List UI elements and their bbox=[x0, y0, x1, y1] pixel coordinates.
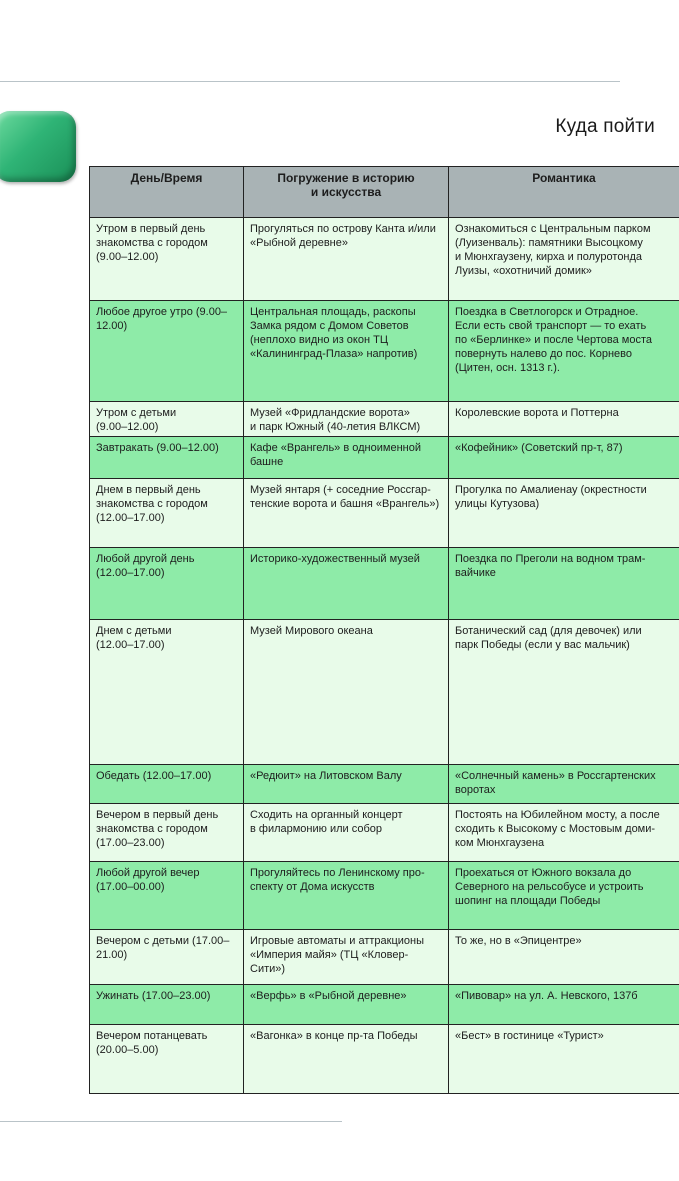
cell-day-time: Утром в первый день знакомства с городом (9.00–12.00) bbox=[90, 218, 244, 301]
cell-history: Историко-художественный музей bbox=[244, 548, 449, 620]
cell-history: Музей Мирового океана bbox=[244, 620, 449, 765]
cell-romance: «Кофейник» (Советский пр-т, 87) bbox=[449, 437, 679, 479]
cell-history: Сходить на органный концерт в филармонию или собор bbox=[244, 804, 449, 862]
cell-day-time: Любое другое утро (9.00– 12.00) bbox=[90, 301, 244, 402]
cell-day-time: Вечером с детьми (17.00– 21.00) bbox=[90, 930, 244, 985]
cell-history: Центральная площадь, раскопы Замка рядом с Домом Советов (неплохо видно из окон ТЦ «Калининград-Плаза» напротив) bbox=[244, 301, 449, 402]
table-header-row bbox=[90, 167, 679, 218]
cell-history: «Вагонка» в конце пр-та Победы bbox=[244, 1025, 449, 1094]
cell-romance: «Пивовар» на ул. А. Невского, 137б bbox=[449, 985, 679, 1025]
cell-history: Игровые автоматы и аттракционы «Империя майя» (ТЦ «Кловер-Сити») bbox=[244, 930, 449, 985]
table-row bbox=[90, 765, 679, 804]
table-row bbox=[90, 930, 679, 985]
table-row bbox=[90, 862, 679, 930]
chapter-tab-marker bbox=[0, 111, 76, 182]
cell-romance: Ознакомиться с Центральным парком (Луизенваль): памятники Высоцкому и Мюнхгаузену, кирха и полуротонда Луизы, «охотничий домик» bbox=[449, 218, 679, 301]
bottom-divider bbox=[0, 1121, 342, 1122]
cell-romance: Ботанический сад (для девочек) или парк Победы (если у вас мальчик) bbox=[449, 620, 679, 765]
cell-day-time: Обедать (12.00–17.00) bbox=[90, 765, 244, 804]
cell-day-time: Вечером потанцевать (20.00–5.00) bbox=[90, 1025, 244, 1094]
cell-day-time: Любой другой день (12.00–17.00) bbox=[90, 548, 244, 620]
schedule-table bbox=[89, 166, 679, 1094]
table-row bbox=[90, 548, 679, 620]
table-row bbox=[90, 437, 679, 479]
cell-romance: Проехаться от Южного вокзала до Северного на рельсобусе и устроить шопинг на площади Победы bbox=[449, 862, 679, 930]
cell-romance: «Бест» в гостинице «Турист» bbox=[449, 1025, 679, 1094]
header-history: Погружение в историю и искусства bbox=[244, 167, 449, 218]
cell-history: Музей янтаря (+ соседние Россгар- тенские ворота и башня «Врангель») bbox=[244, 479, 449, 548]
header-romance: Романтика bbox=[449, 167, 679, 218]
cell-history: Прогуляться по острову Канта и/или «Рыбной деревне» bbox=[244, 218, 449, 301]
cell-day-time: Днем с детьми (12.00–17.00) bbox=[90, 620, 244, 765]
table-row bbox=[90, 620, 679, 765]
cell-romance: Королевские ворота и Поттерна bbox=[449, 402, 679, 437]
cell-day-time: Завтракать (9.00–12.00) bbox=[90, 437, 244, 479]
table-row bbox=[90, 804, 679, 862]
cell-romance: Поездка по Преголи на водном трам- вайчике bbox=[449, 548, 679, 620]
cell-history: Музей «Фридландские ворота» и парк Южный (40-летия ВЛКСМ) bbox=[244, 402, 449, 437]
cell-romance: То же, но в «Эпицентре» bbox=[449, 930, 679, 985]
cell-romance: Поездка в Светлогорск и Отрадное. Если есть свой транспорт — то ехать по «Берлинке» и после Чертова моста повернуть налево до пос. Корнево (Цитен, осн. 1313 г.). bbox=[449, 301, 679, 402]
cell-romance: Прогулка по Амалиенау (окрестности улицы Кутузова) bbox=[449, 479, 679, 548]
table-row bbox=[90, 985, 679, 1025]
header-day-time: День/Время bbox=[90, 167, 244, 218]
cell-history: «Редюит» на Литовском Валу bbox=[244, 765, 449, 804]
table-row bbox=[90, 301, 679, 402]
table-row bbox=[90, 218, 679, 301]
cell-romance: «Солнечный камень» в Россгартенских воротах bbox=[449, 765, 679, 804]
cell-history: Кафе «Врангель» в одноименной башне bbox=[244, 437, 449, 479]
cell-history: «Верфь» в «Рыбной деревне» bbox=[244, 985, 449, 1025]
cell-romance: Постоять на Юбилейном мосту, а после сходить к Высокому с Мостовым доми- ком Мюнхгаузена bbox=[449, 804, 679, 862]
cell-day-time: Ужинать (17.00–23.00) bbox=[90, 985, 244, 1025]
table-row bbox=[90, 402, 679, 437]
cell-day-time: Утром с детьми (9.00–12.00) bbox=[90, 402, 244, 437]
cell-history: Прогуляйтесь по Ленинскому про- спекту от Дома искусств bbox=[244, 862, 449, 930]
top-divider bbox=[0, 81, 620, 82]
table-row bbox=[90, 1025, 679, 1094]
table-row bbox=[90, 479, 679, 548]
cell-day-time: Вечером в первый день знакомства с городом (17.00–23.00) bbox=[90, 804, 244, 862]
cell-day-time: Любой другой вечер (17.00–00.00) bbox=[90, 862, 244, 930]
cell-day-time: Днем в первый день знакомства с городом (12.00–17.00) bbox=[90, 479, 244, 548]
page-title: Куда пойти bbox=[555, 116, 655, 137]
